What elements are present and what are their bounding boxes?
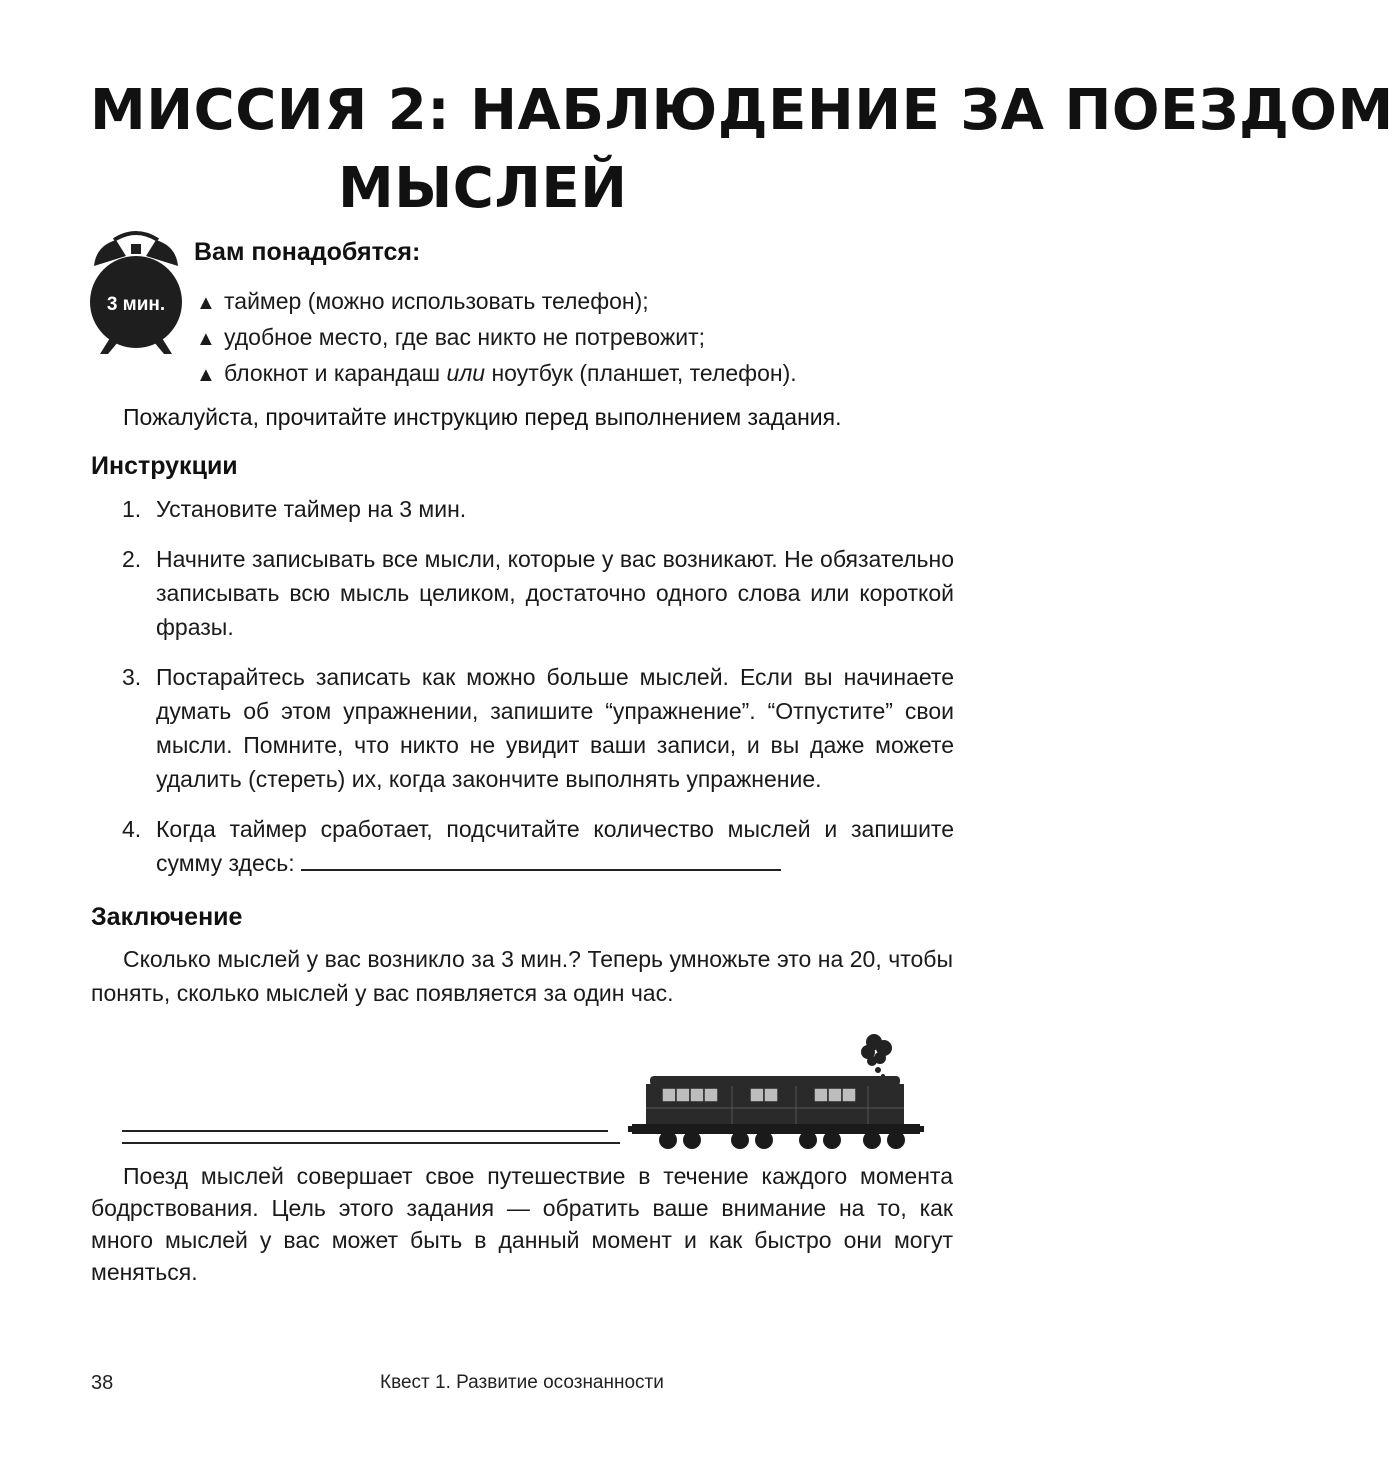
conclusion-heading: Заключение <box>91 903 243 931</box>
triangle-bullet-icon: ▲ <box>196 292 216 314</box>
instructions-heading: Инструкции <box>91 452 238 480</box>
page-title <box>90 72 1394 228</box>
list-item <box>196 356 797 392</box>
train-windows <box>662 1088 856 1102</box>
alarm-clock-icon <box>86 226 186 358</box>
list-item <box>122 542 954 644</box>
step-number: 2. <box>122 546 142 572</box>
clock-handle <box>114 233 158 240</box>
list-item <box>196 320 797 356</box>
needs-item-text-end: ноутбук (планшет, телефон). <box>485 360 797 386</box>
closing-paragraph: Поезд мыслей совершает свое путешествие в течение каждого момента бодрствования. Цель этого задания — обратить ваше внимание на то, как много мыслей у вас может быть в данный момент и как быстро они могут меняться. <box>91 1163 953 1285</box>
step-text: Установите таймер на 3 мин. <box>156 496 467 522</box>
list-item <box>122 812 954 880</box>
title-line-1: МИССИЯ 2: НАБЛЮДЕНИЕ ЗА ПОЕЗДОМ <box>90 78 1394 143</box>
clock-stem <box>131 244 141 254</box>
page-number: 38 <box>91 1372 114 1394</box>
track-line-upper <box>122 1130 608 1132</box>
instructions-list <box>122 492 954 880</box>
triangle-bullet-icon: ▲ <box>196 364 216 386</box>
list-item <box>196 284 797 320</box>
needs-item-text: блокнот и карандаш <box>224 360 447 386</box>
list-item <box>122 660 954 796</box>
step-text: Когда таймер сработает, подсчитайте количество мыслей и запишите сумму здесь: <box>156 816 954 876</box>
answer-blank-line[interactable] <box>301 847 781 871</box>
needs-item-text: таймер (можно использовать телефон); <box>224 288 649 314</box>
needs-list <box>196 284 797 392</box>
train-buffer-right <box>916 1126 924 1132</box>
needs-item-emphasis: или <box>446 360 486 386</box>
conclusion-text: Сколько мыслей у вас возникло за 3 мин.? Теперь умножьте это на 20, чтобы понять, сколько мыслей у вас появляется за один час. <box>91 946 953 1006</box>
intro-text: Пожалуйста, прочитайте инструкцию перед выполнением задания. <box>123 404 842 430</box>
triangle-bullet-icon: ▲ <box>196 328 216 350</box>
train-buffer-left <box>628 1126 636 1132</box>
running-head: Квест 1. Развитие осознанности <box>380 1372 664 1393</box>
step-number: 4. <box>122 816 142 842</box>
needs-heading: Вам понадобятся: <box>194 238 421 266</box>
step-text: Постарайтесь записать как можно больше мыслей. Если вы начинаете думать об этом упражнении, запишите “упражнение”. “Отпустите” свои мысли. Помните, что никто не увидит ваши записи, и вы даже можете удалить (стереть) их, когда закончите выполнять упражнение. <box>156 664 954 792</box>
step-text: Начните записывать все мысли, которые у вас возникают. Не обязательно записывать всю мысль целиком, достаточно одного слова или короткой фразы. <box>156 546 954 640</box>
list-item <box>122 492 954 526</box>
train-icon <box>628 1028 924 1152</box>
smoke-cloud <box>861 1034 892 1078</box>
timer-label: 3 мин. <box>106 294 166 315</box>
step-number: 1. <box>122 496 142 522</box>
track-line-lower <box>122 1142 620 1144</box>
title-line-2: МЫСЛЕЙ <box>338 156 628 221</box>
step-number: 3. <box>122 664 142 690</box>
needs-item-text: удобное место, где вас никто не потревожит; <box>224 324 706 350</box>
